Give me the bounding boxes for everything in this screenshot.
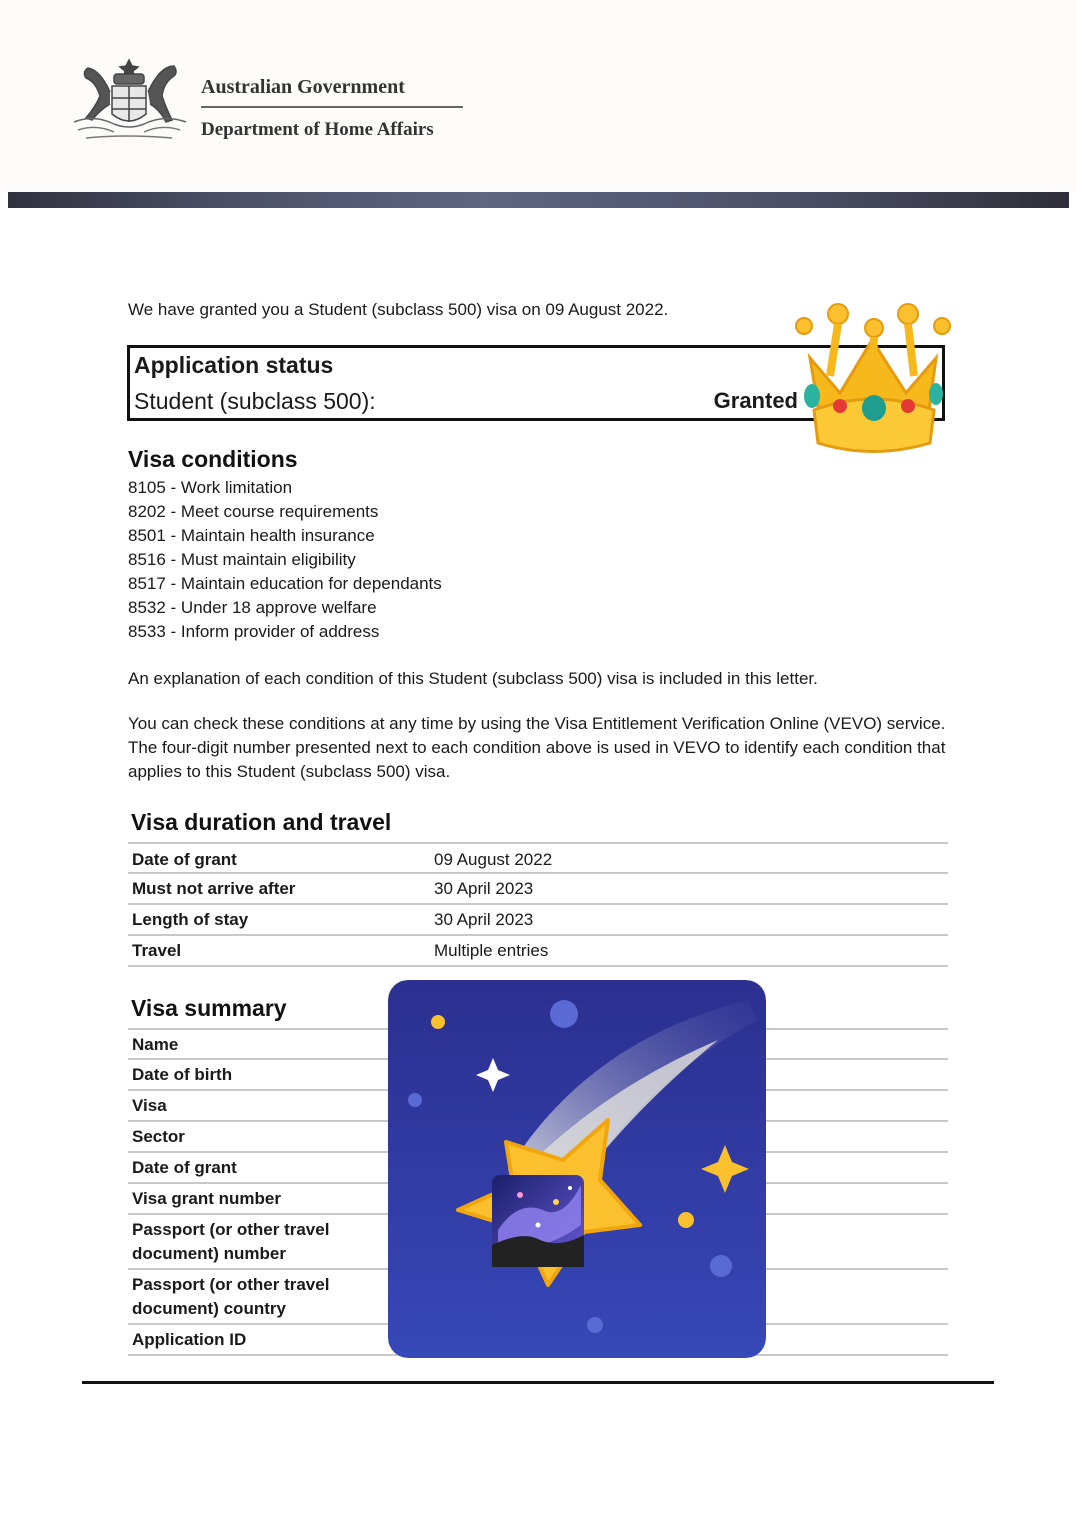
department-name: Department of Home Affairs	[201, 119, 434, 140]
condition-item: 8516 - Must maintain eligibility	[128, 550, 356, 569]
table-row	[128, 874, 948, 905]
footer-divider	[82, 1381, 994, 1384]
visa-duration-table	[128, 842, 948, 967]
condition-item: 8533 - Inform provider of address	[128, 622, 380, 641]
row-label: Passport (or other travel document) number	[132, 1220, 330, 1263]
row-value: 30 April 2023	[434, 879, 534, 898]
header-divider	[201, 106, 463, 108]
visa-duration-heading: Visa duration and travel	[131, 809, 392, 835]
coat-of-arms-icon	[66, 52, 192, 144]
row-label: Must not arrive after	[132, 879, 296, 898]
row-value: 09 August 2022	[434, 850, 553, 869]
row-label: Name	[132, 1035, 179, 1054]
condition-item: 8105 - Work limitation	[128, 478, 293, 497]
vevo-paragraph: You can check these conditions at any time by using the Visa Entitlement Verification Online (VEVO) service. The four-digit number presented next to each condition above is used in VEVO to identify each condition that applies to this Student (subclass 500) visa.	[128, 714, 946, 781]
visa-summary-heading: Visa summary	[131, 995, 287, 1021]
government-name: Australian Government	[201, 76, 405, 98]
row-label: Visa grant number	[132, 1189, 281, 1208]
conditions-explanation: An explanation of each condition of this Student (subclass 500) visa is included in this letter.	[128, 669, 818, 688]
shooting-star-icon	[388, 980, 766, 1358]
letterhead	[0, 0, 1076, 192]
header-band	[8, 192, 1069, 208]
status-value: Granted	[713, 388, 798, 413]
condition-item: 8501 - Maintain health insurance	[128, 526, 375, 545]
condition-item: 8532 - Under 18 approve welfare	[128, 598, 377, 617]
row-label: Visa	[132, 1096, 167, 1115]
visa-conditions-heading: Visa conditions	[128, 446, 298, 472]
crown-icon	[790, 298, 956, 454]
row-label: Application ID	[132, 1330, 247, 1349]
condition-item: 8202 - Meet course requirements	[128, 502, 379, 521]
row-label: Date of birth	[132, 1065, 233, 1084]
row-label: Length of stay	[132, 910, 249, 929]
row-label: Date of grant	[132, 1158, 237, 1177]
status-visa-label: Student (subclass 500):	[134, 388, 376, 414]
table-row	[128, 905, 948, 936]
condition-item: 8517 - Maintain education for dependants	[128, 574, 442, 593]
row-label: Date of grant	[132, 850, 237, 869]
row-label: Sector	[132, 1127, 185, 1146]
table-row	[128, 936, 948, 967]
row-value: Multiple entries	[434, 941, 549, 960]
row-label: Travel	[132, 941, 182, 960]
visa-conditions-list	[128, 476, 442, 644]
grant-intro: We have granted you a Student (subclass 500) visa on 09 August 2022.	[128, 300, 669, 319]
table-row	[128, 842, 948, 874]
application-status-heading: Application status	[134, 352, 334, 378]
row-value: 30 April 2023	[434, 910, 534, 929]
row-label: Passport (or other travel document) country	[132, 1275, 330, 1318]
